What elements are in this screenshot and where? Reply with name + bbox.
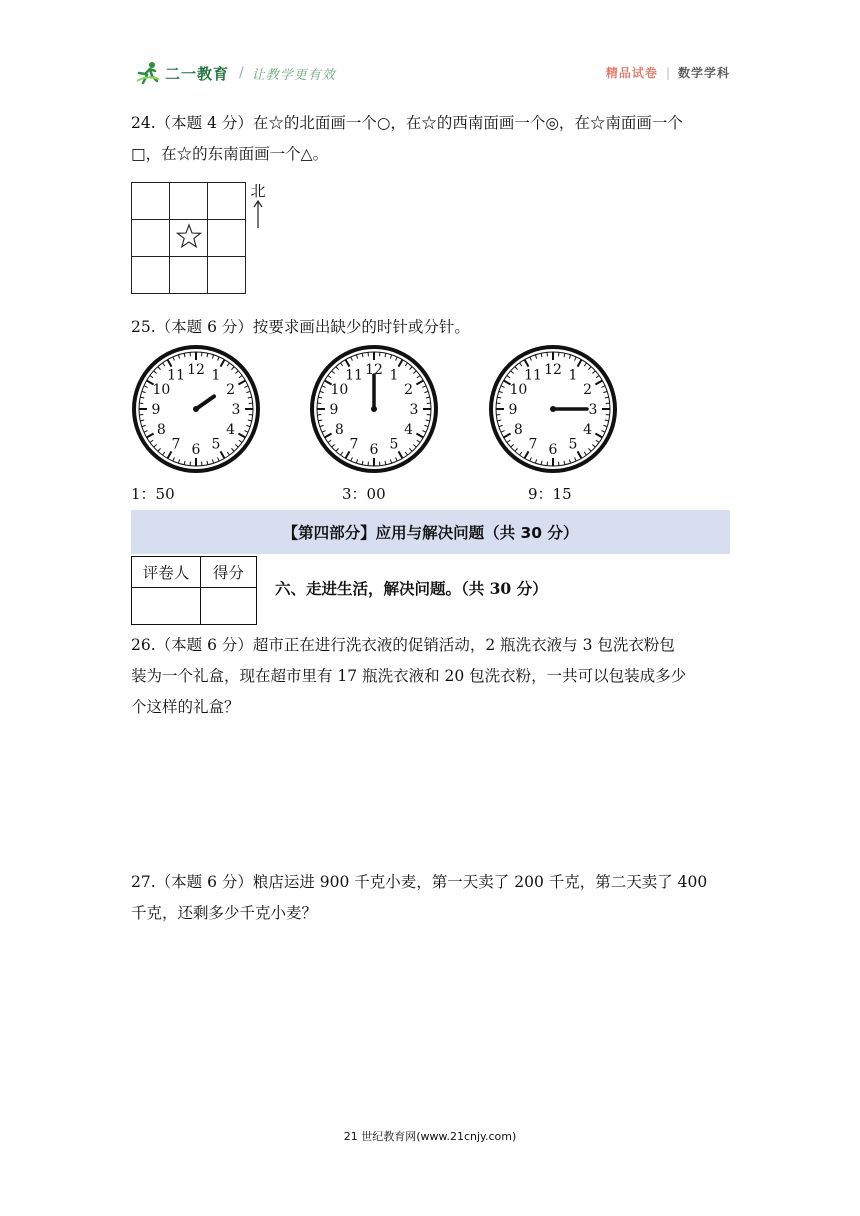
clock-number: 2 bbox=[404, 382, 414, 398]
logo-divider: / bbox=[239, 65, 244, 81]
star-icon bbox=[176, 223, 202, 249]
clock-number: 7 bbox=[528, 436, 538, 453]
clock-time-label: 3：00 bbox=[342, 485, 386, 503]
part-6-title: 六、走进生活，解决问题。（共 30 分） bbox=[275, 579, 548, 598]
clock-number: 12 bbox=[365, 362, 383, 378]
clock-number: 1 bbox=[211, 367, 221, 384]
clock-center-dot bbox=[371, 406, 377, 412]
grid-cell[interactable] bbox=[170, 183, 208, 220]
runner-logo-icon bbox=[135, 61, 161, 85]
header-tag: 精品试卷 bbox=[605, 66, 658, 80]
clock-number: 2 bbox=[226, 382, 236, 398]
clock-number: 1 bbox=[568, 367, 578, 384]
clock-time-label: 9：15 bbox=[528, 485, 572, 503]
logo-name: 二一教育 bbox=[165, 64, 230, 83]
clock-number: 10 bbox=[330, 382, 349, 398]
grid-cell[interactable] bbox=[132, 257, 170, 294]
question-25: 25.（本题 6 分）按要求画出缺少的时针或分针。 bbox=[131, 318, 470, 336]
q26-line3: 个这样的礼盒？ bbox=[131, 698, 240, 716]
clock-face[interactable] bbox=[488, 344, 618, 474]
clock-number: 11 bbox=[167, 367, 185, 384]
header-logo bbox=[135, 56, 336, 90]
clock-face[interactable] bbox=[131, 344, 261, 474]
grid-cell[interactable] bbox=[208, 257, 246, 294]
grid-cell[interactable] bbox=[132, 183, 170, 220]
q27-line2: 千克，还剩多少千克小麦？ bbox=[131, 904, 318, 922]
clock-number: 4 bbox=[583, 422, 593, 438]
question-24 bbox=[131, 108, 731, 170]
score-table bbox=[131, 556, 257, 625]
clock-number: 7 bbox=[171, 436, 181, 453]
clock-number: 9 bbox=[151, 402, 161, 418]
header-right bbox=[606, 64, 730, 81]
q27-line1: 27.（本题 6 分）粮店运进 900 千克小麦，第一天卖了 200 千克，第二天卖了 400 bbox=[131, 873, 708, 891]
clock-number: 7 bbox=[349, 436, 359, 453]
page-footer: 21 世纪教育网(www.21cnjy.com) bbox=[343, 1130, 517, 1143]
clock-number: 2 bbox=[583, 382, 593, 398]
grid-cell-center[interactable] bbox=[170, 220, 208, 257]
clock-number: 5 bbox=[389, 436, 399, 453]
section-banner bbox=[131, 510, 730, 554]
grid-cell[interactable] bbox=[170, 257, 208, 294]
q24-line1: 24.（本题 4 分）在☆的北面画一个○，在☆的西南面画一个◎，在☆南面画一个 bbox=[131, 114, 683, 132]
clock-number: 5 bbox=[211, 436, 221, 453]
clock-number: 3 bbox=[588, 402, 598, 418]
clock-number: 9 bbox=[508, 402, 518, 418]
grader-cell[interactable] bbox=[132, 588, 201, 625]
section-title: 【第四部分】应用与解决问题（共 30 分） bbox=[282, 524, 579, 542]
clock-number: 8 bbox=[513, 422, 523, 438]
question-26 bbox=[131, 630, 731, 723]
grid-cell[interactable] bbox=[132, 220, 170, 257]
q26-line1: 26.（本题 6 分）超市正在进行洗衣液的促销活动，2 瓶洗衣液与 3 包洗衣粉包 bbox=[131, 636, 675, 654]
clock-number: 5 bbox=[568, 436, 578, 453]
q26-line2: 装为一个礼盒，现在超市里有 17 瓶洗衣液和 20 包洗衣粉，一共可以包装成多少 bbox=[131, 667, 687, 685]
grid-cell[interactable] bbox=[208, 183, 246, 220]
clock-number: 11 bbox=[345, 367, 363, 384]
question-27 bbox=[131, 867, 731, 929]
clock-number: 10 bbox=[152, 382, 171, 398]
clock-number: 1 bbox=[389, 367, 399, 384]
clock-center-dot bbox=[193, 406, 199, 412]
score-header: 得分 bbox=[201, 557, 257, 588]
clock-number: 3 bbox=[409, 402, 419, 418]
direction-grid bbox=[131, 182, 246, 294]
clock-number: 10 bbox=[509, 382, 528, 398]
clock-number: 8 bbox=[156, 422, 166, 438]
grader-header: 评卷人 bbox=[132, 557, 201, 588]
clock-center-dot bbox=[550, 406, 556, 412]
clock-number: 4 bbox=[404, 422, 414, 438]
north-arrow-icon bbox=[251, 199, 265, 229]
score-cell[interactable] bbox=[201, 588, 257, 625]
header-separator: | bbox=[665, 65, 670, 80]
clock-number: 11 bbox=[524, 367, 542, 384]
clock-time-label: 1：50 bbox=[131, 485, 175, 503]
clock-number: 8 bbox=[334, 422, 344, 438]
header-subject: 数学学科 bbox=[677, 66, 730, 80]
logo-slogan: 让教学更有效 bbox=[251, 67, 336, 83]
north-label: 北 bbox=[250, 182, 266, 200]
clock-number: 3 bbox=[231, 402, 241, 418]
clock-number: 4 bbox=[226, 422, 236, 438]
clock-number: 9 bbox=[329, 402, 339, 418]
clock-number: 6 bbox=[548, 442, 558, 458]
clock-number: 12 bbox=[544, 362, 562, 378]
clock-number: 6 bbox=[369, 442, 379, 458]
q24-line2: □，在☆的东南面画一个△。 bbox=[131, 145, 329, 163]
grid-cell[interactable] bbox=[208, 220, 246, 257]
clock-number: 6 bbox=[191, 442, 201, 458]
clock-face[interactable] bbox=[309, 344, 439, 474]
clock-number: 12 bbox=[187, 362, 205, 378]
